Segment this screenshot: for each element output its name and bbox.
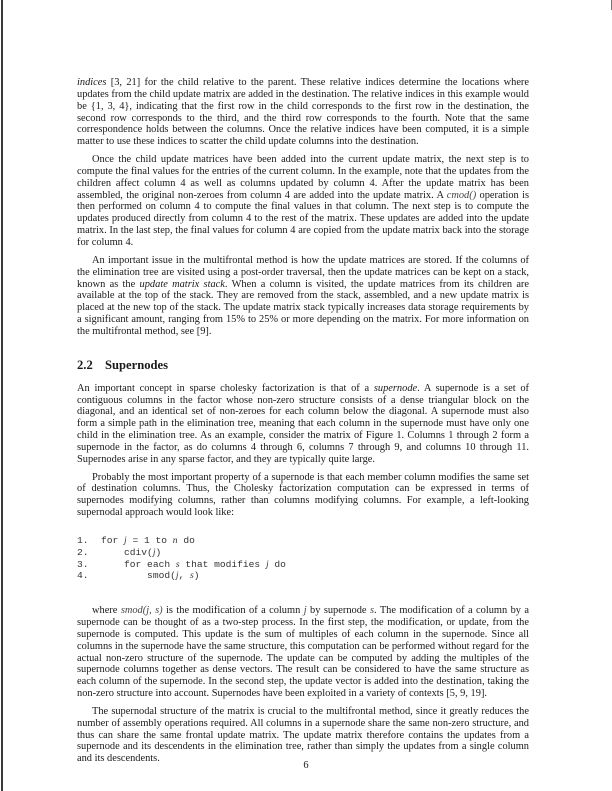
paragraph-update-steps: Once the child update matrices have been added into the current update matrix, the next step is to compute the final values for the entries of the current column. In the example, note that the updates from the children affect column 4 as well as columns updated by column 4. After the update matrix has been assembled, the original non-zeroes from column 4 are added into the update matrix. A cmod() operation is then performed on column 4 to compute the final values in that column. The next step is to compute the updates produced directly from column 4 to the rest of the matrix. These updates are added into the update matrix. In the last step, the final values for column 4 are copied from the update matrix back into the storage for column 4. <box>77 154 529 248</box>
code-line: 3. for each s that modifies j do <box>77 558 286 570</box>
math-cmod: cmod() <box>446 189 477 201</box>
code-line: 4. smod(j, s) <box>77 570 200 582</box>
paragraph-update-stack: An important issue in the multifrontal method is how the update matrices are stored. If the columns of the elimination tree are visited using a post-order traversal, then the update matrices can be kept on a stack, known as the update matrix stack. When a column is visited, the update matrices from its children are available at the top of the stack. They are removed from the stack, assembled, and a new update matrix is placed at the new top of the stack. The update matrix stack typically increases data storage requirements by a significant amount, ranging from 15% to 25% or more depending on the matrix. For more information on the multifrontal method, see [9]. <box>77 254 530 337</box>
scan-edge-left <box>1 0 3 791</box>
page-number: 6 <box>303 760 309 771</box>
term-indices: indices <box>77 77 107 88</box>
page-body <box>77 77 529 765</box>
section-title: Supernodes <box>105 357 168 372</box>
section-heading <box>77 358 529 372</box>
paragraph-supernode-definition: An important concept in sparse cholesky factorization is that of a supernode. A supernode is a set of contiguous columns in the factor whose non-zero structure consists of a dense triangular block on the diagonal, and an identical set of non-zeroes for each column below the diagonal. A supernode must also form a simple path in the elimination tree, meaning that each column in the supernode must have only one child in the elimination tree. As an example, consider the matrix of Figure 1. Columns 1 through 2 form a supernode in the factor, as do columns 4 through 6, columns 7 through 9, and columns 10 through 11. Supernodes arise in any sparse factor, and they are typically quite large. <box>77 382 529 465</box>
math-smod: smod(j, s) <box>120 605 163 617</box>
code-line: 2. cdiv(j) <box>77 546 162 558</box>
code-listing <box>77 535 529 582</box>
term-update-matrix-stack: update matrix stack <box>139 278 225 290</box>
code-line: 1. for j = 1 to n do <box>77 535 195 546</box>
term-supernode: supernode <box>373 382 418 394</box>
paragraph-supernodal-structure: The supernodal structure of the matrix is crucial to the multifrontal method, since it greatly reduces the number of assembly operations required. All columns in a supernode share the same non-zero structure, and thus can share the same frontal update matrix. The update matrix therefore contains the updates from a supernode and its descendents in the elimination tree, rather than simply the updates from a single column and its descendents. <box>77 705 529 765</box>
paragraph-supernode-property: Probably the most important property of a supernode is that each member column modifies the same set of destination columns. Thus, the Cholesky factorization computation can be expressed in terms of supernodes modifying columns, rather than columns modifying columns. For example, a left-looking supernodal approach would look like: <box>77 471 529 519</box>
paragraph-relative-indices: indices [3, 21] for the child relative to the parent. These relative indices determine the locations where updates from the child update matrix are added in the destination. The relative indices in this example would be {1, 3, 4}, indicating that the first row in the child corresponds to the first row in the destination, the second row corresponds to the third, and the third row corresponds to the fourth. Note that the same correspondence holds between the columns. Once the relative indices have been computed, it is a simple matter to use these indices to scatter the child update columns into the destination. <box>77 77 529 148</box>
paragraph-smod-explanation: where smod(j, s) is the modification of a column j by supernode s. The modification of a column by a supernode can be thought of as a two-step process. In the first step, the modification, or update, from the supernode is computed. This update is the sum of multiples of each column in the supernode. Since all columns in the supernode have the same structure, this computation can be performed without regard for the actual non-zero structure of the supernode. The update can be computed by adding the multiples of the supernode columns together as dense vectors. The result can be considered to have the same structure as each column of the supernode. In the second step, the update vector is added into the destination, taking the non-zero structure into account. Supernodes have been exploited in a variety of contexts [5, 9, 19]. <box>77 605 530 700</box>
section-number: 2.2 <box>77 357 93 372</box>
